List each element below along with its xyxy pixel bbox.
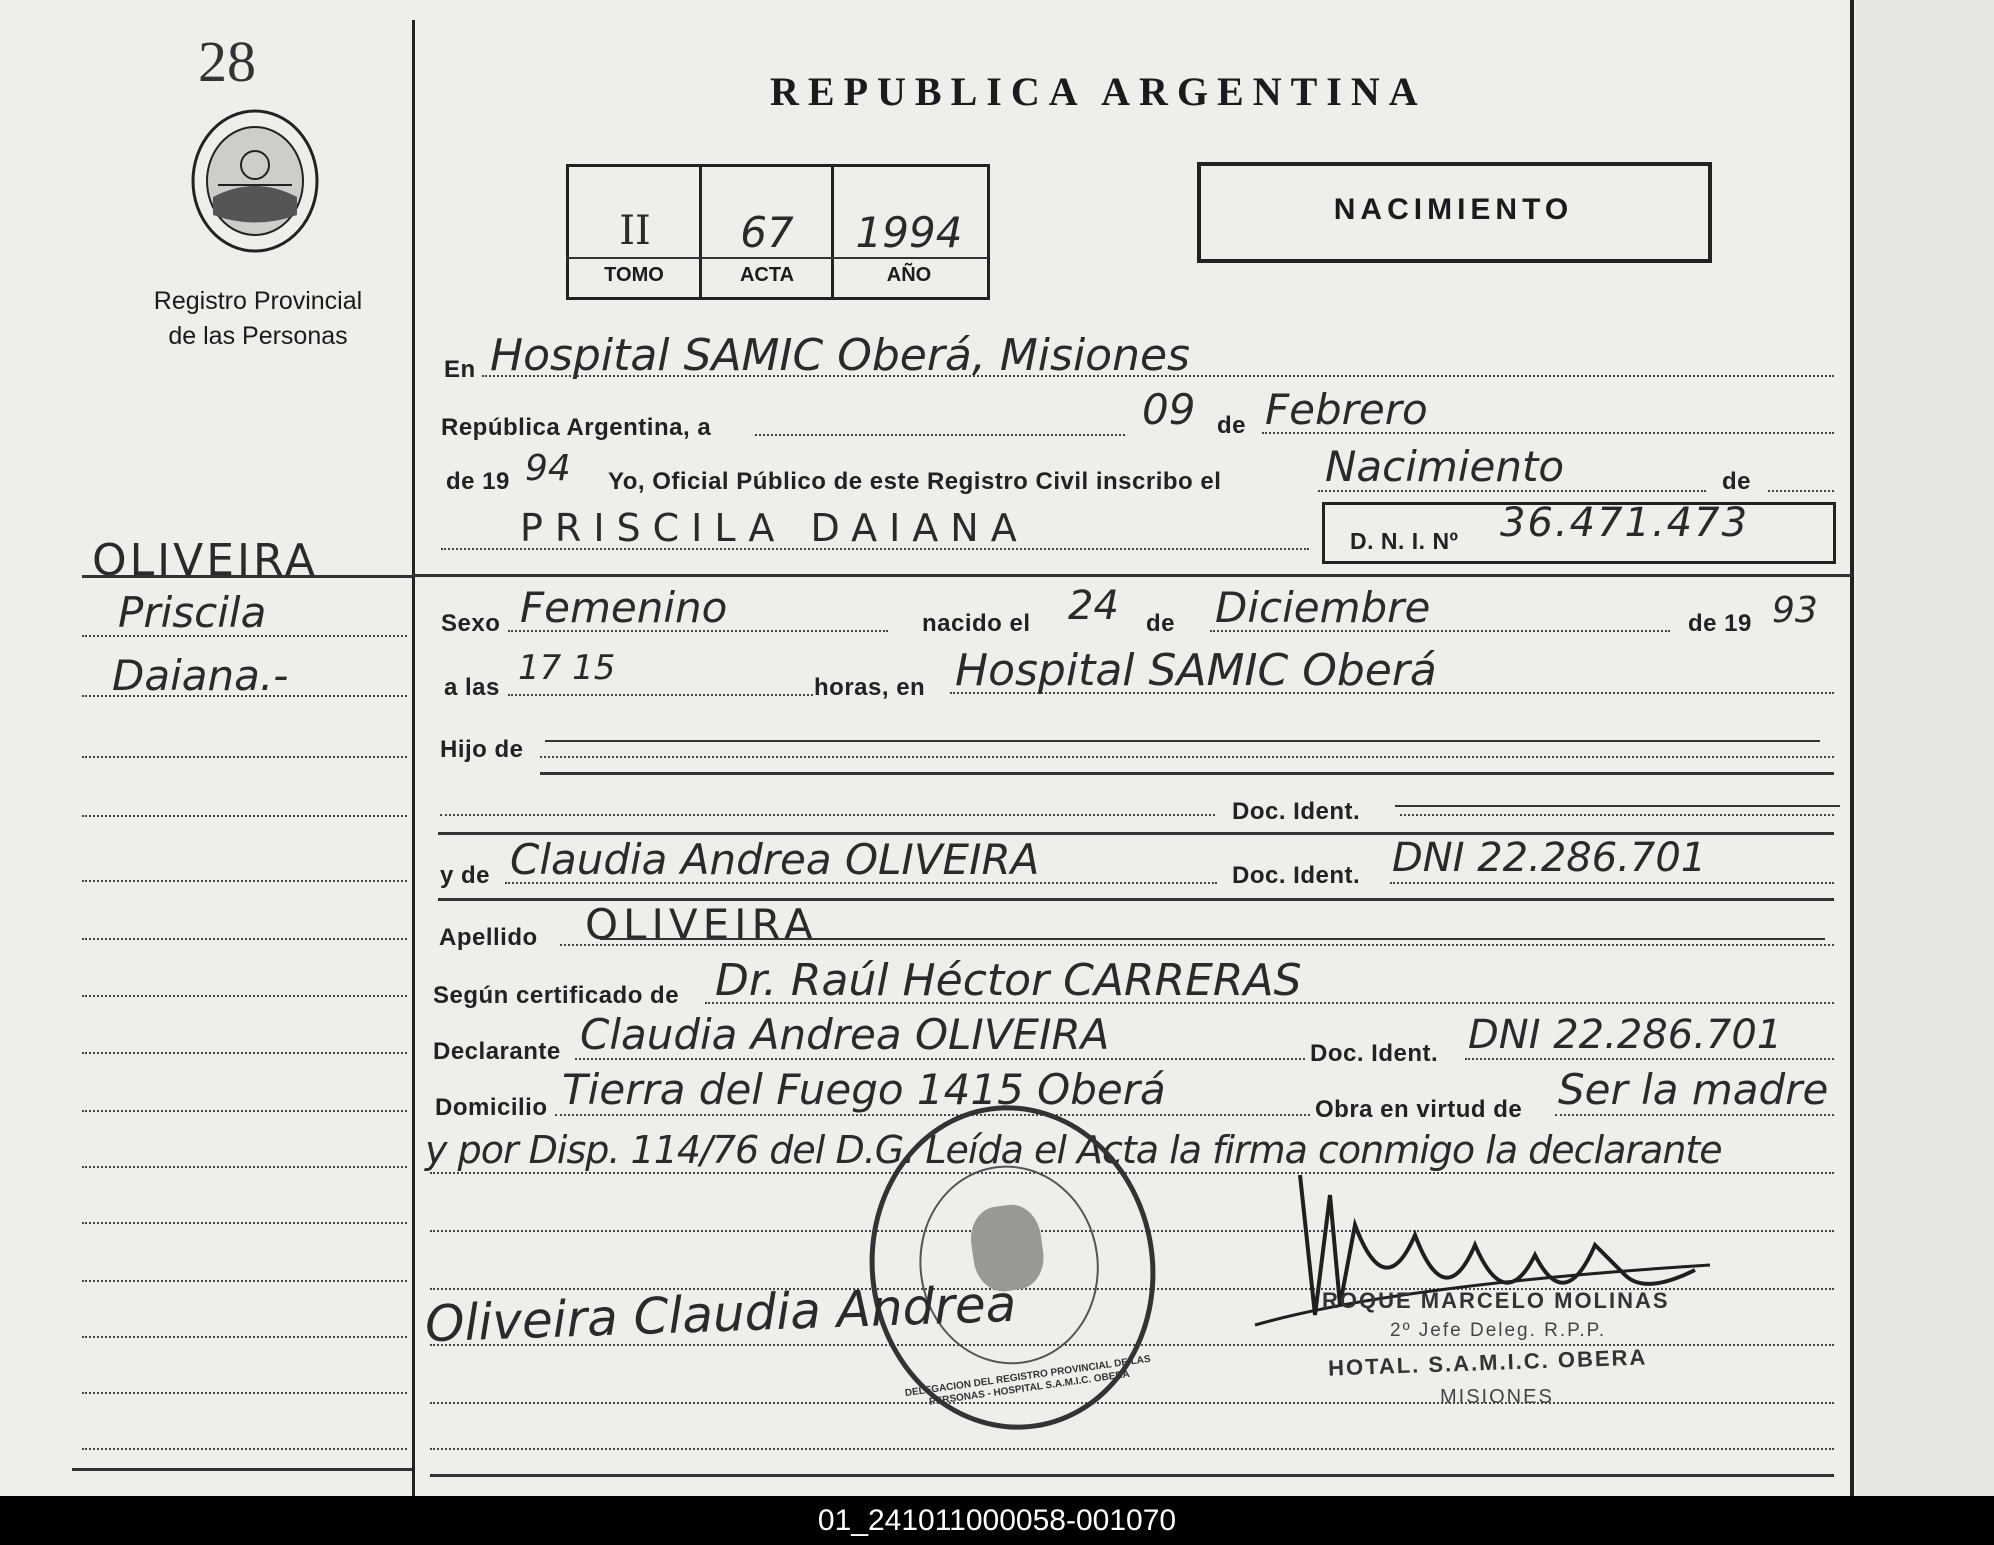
sexo-value: Femenino [520,583,728,632]
margin-line-7 [82,995,407,997]
date-month-line [1262,432,1834,434]
margin-line-8 [82,1052,407,1054]
left-column-divider [412,20,415,1496]
inscribo-value: Nacimiento [1325,442,1565,491]
sexo-line [508,630,888,632]
father-dash [545,740,1820,742]
birth-month-value: Diciembre [1215,583,1431,632]
margin-given-name1: Priscila [118,588,267,637]
margin-line-4 [82,815,407,817]
en-label: En [444,356,476,383]
father-doc-dash [1395,805,1840,807]
ano-label: AÑO [886,264,932,286]
date-day-value: 09 [1142,385,1196,434]
mother-label: y de [440,862,491,889]
declarante-line [575,1058,1305,1060]
margin-line-9 [82,1110,407,1112]
blank-line-5 [430,1448,1834,1450]
birth-year-prefix-label: de 19 [1688,610,1752,637]
margin-bottom-line [72,1468,412,1471]
birth-place-line [950,692,1834,694]
birth-month-line [1210,630,1670,632]
date-day-line [755,434,1125,436]
en-line [482,375,1834,377]
registry-name-line1: Registro Provincial [153,287,363,315]
declarante-signature: Oliveira Claudia Andrea [424,1274,1018,1354]
year-prefix-label: de 19 [446,468,510,495]
obra-label: Obra en virtud de [1315,1096,1523,1123]
declarante-doc-label: Doc. Ident. [1310,1040,1439,1067]
dni-separator-line [412,574,1852,577]
declarante-doc-value: DNI 22.286.701 [1468,1012,1783,1058]
margin-surname: OLIVEIRA [92,535,318,586]
hour-value: 17 15 [518,648,616,688]
margin-line-10 [82,1166,407,1168]
registry-name-line2: de las Personas [168,322,348,350]
horas-en-label: horas, en [814,674,926,701]
margin-surname-line [82,575,412,578]
dni-value: 36.471.473 [1500,500,1750,546]
mother-line [505,882,1217,884]
margin-line-1 [82,635,407,637]
acta-label: ACTA [739,264,795,286]
ano-value: 1994 [855,208,963,257]
official-signature [1245,1165,1715,1345]
page-fold-shadow [1856,0,1994,1496]
date-month-value: Febrero [1265,385,1428,434]
sexo-label: Sexo [441,610,501,637]
name-line [441,548,1309,550]
tomo-label: TOMO [604,264,664,286]
en-place-value: Hospital SAMIC Oberá, Misiones [490,330,1190,381]
official-stamp-line3: HOTAL. S.A.M.I.C. OBERA [1327,1344,1648,1381]
father-separator-line [540,772,1834,775]
mother-doc-label: Doc. Ident. [1232,862,1361,889]
round-seal-text: DELEGACION DEL REGISTRO PROVINCIAL DE LAS PERSONAS - HOSPITAL S.A.M.I.C. OBERA [904,1353,1152,1408]
domicilio-value: Tierra del Fuego 1415 Oberá [562,1065,1166,1114]
birth-day-value: 24 [1068,583,1119,629]
act-type-label: NACIMIENTO [1333,193,1574,226]
footer-id-bar: 01_241011000058-001070 [0,1496,1994,1545]
margin-line-12 [82,1280,407,1282]
declarante-doc-line [1465,1058,1834,1060]
inscribo-de-line [1768,490,1834,492]
official-stamp-line2: 2º Jefe Deleg. R.P.P. [1390,1320,1607,1341]
tomo-value: II [619,208,651,254]
domicilio-label: Domicilio [435,1094,548,1121]
segun-line [705,1002,1834,1004]
additional-note: y por Disp. 114/76 del D.G. Leída el Acta la firma conmigo la declarante [425,1128,1722,1172]
declarante-value: Claudia Andrea OLIVEIRA [580,1010,1110,1059]
segun-certificado-label: Según certificado de [433,982,680,1009]
page-number: 28 [198,29,256,94]
apellido-dash [600,938,1825,940]
margin-line-6 [82,938,407,940]
margin-given-name2: Daiana.- [112,651,289,700]
father-doc-label: Doc. Ident. [1232,798,1361,825]
right-page-edge [1850,0,1854,1496]
coat-of-arms-seal [188,105,322,257]
acta-value: 67 [740,208,794,257]
certificate-doctor-value: Dr. Raúl Héctor CARRERAS [715,955,1302,1006]
apellido-line [560,944,1834,946]
mother-name-value: Claudia Andrea OLIVEIRA [510,835,1040,884]
domicilio-line [555,1114,1310,1116]
father-doc-line [1400,814,1834,816]
registered-name-value: PRISCILA DAIANA [520,506,1029,550]
obra-value: Ser la madre [1558,1065,1829,1114]
birth-place-value: Hospital SAMIC Oberá [955,645,1437,696]
dni-label: D. N. I. Nº [1350,528,1459,554]
date-de-label: de [1217,412,1247,439]
country-title: REPUBLICA ARGENTINA [770,69,1427,114]
mother-doc-value: DNI 22.286.701 [1392,835,1707,881]
official-stamp-line1: ROQUE MARCELO MOLINAS [1322,1288,1670,1313]
margin-line-15 [82,1448,407,1450]
hour-line [508,694,813,696]
ref-label-line [566,257,988,259]
apellido-value: OLIVEIRA [585,900,818,949]
obra-line [1555,1114,1834,1116]
inscribo-de-label: de [1722,468,1752,495]
birth-de-label: de [1146,610,1176,637]
hijo-de-label: Hijo de [440,736,524,763]
margin-line-13 [82,1336,407,1338]
father-line [540,756,1834,758]
declarante-label: Declarante [433,1038,561,1065]
margin-line-14 [82,1392,407,1394]
yo-oficial-label: Yo, Oficial Público de este Registro Civil inscribo el [608,468,1222,495]
inscribo-line [1318,490,1706,492]
birth-year-value: 93 [1772,590,1818,631]
bottom-rule [430,1474,1834,1477]
year-value: 94 [525,448,571,489]
margin-line-11 [82,1222,407,1224]
hour-label: a las [444,674,500,701]
republica-label: República Argentina, a [441,414,712,441]
nacido-label: nacido el [922,610,1031,637]
blank-line-4 [430,1402,1834,1404]
margin-line-3 [82,756,407,758]
apellido-label: Apellido [439,924,538,951]
margin-line-5 [82,880,407,882]
father-doc-prefix-line [440,814,1215,816]
official-stamp-line4: MISIONES [1440,1386,1554,1408]
mother-doc-line [1390,882,1834,884]
margin-line-2 [82,695,407,697]
